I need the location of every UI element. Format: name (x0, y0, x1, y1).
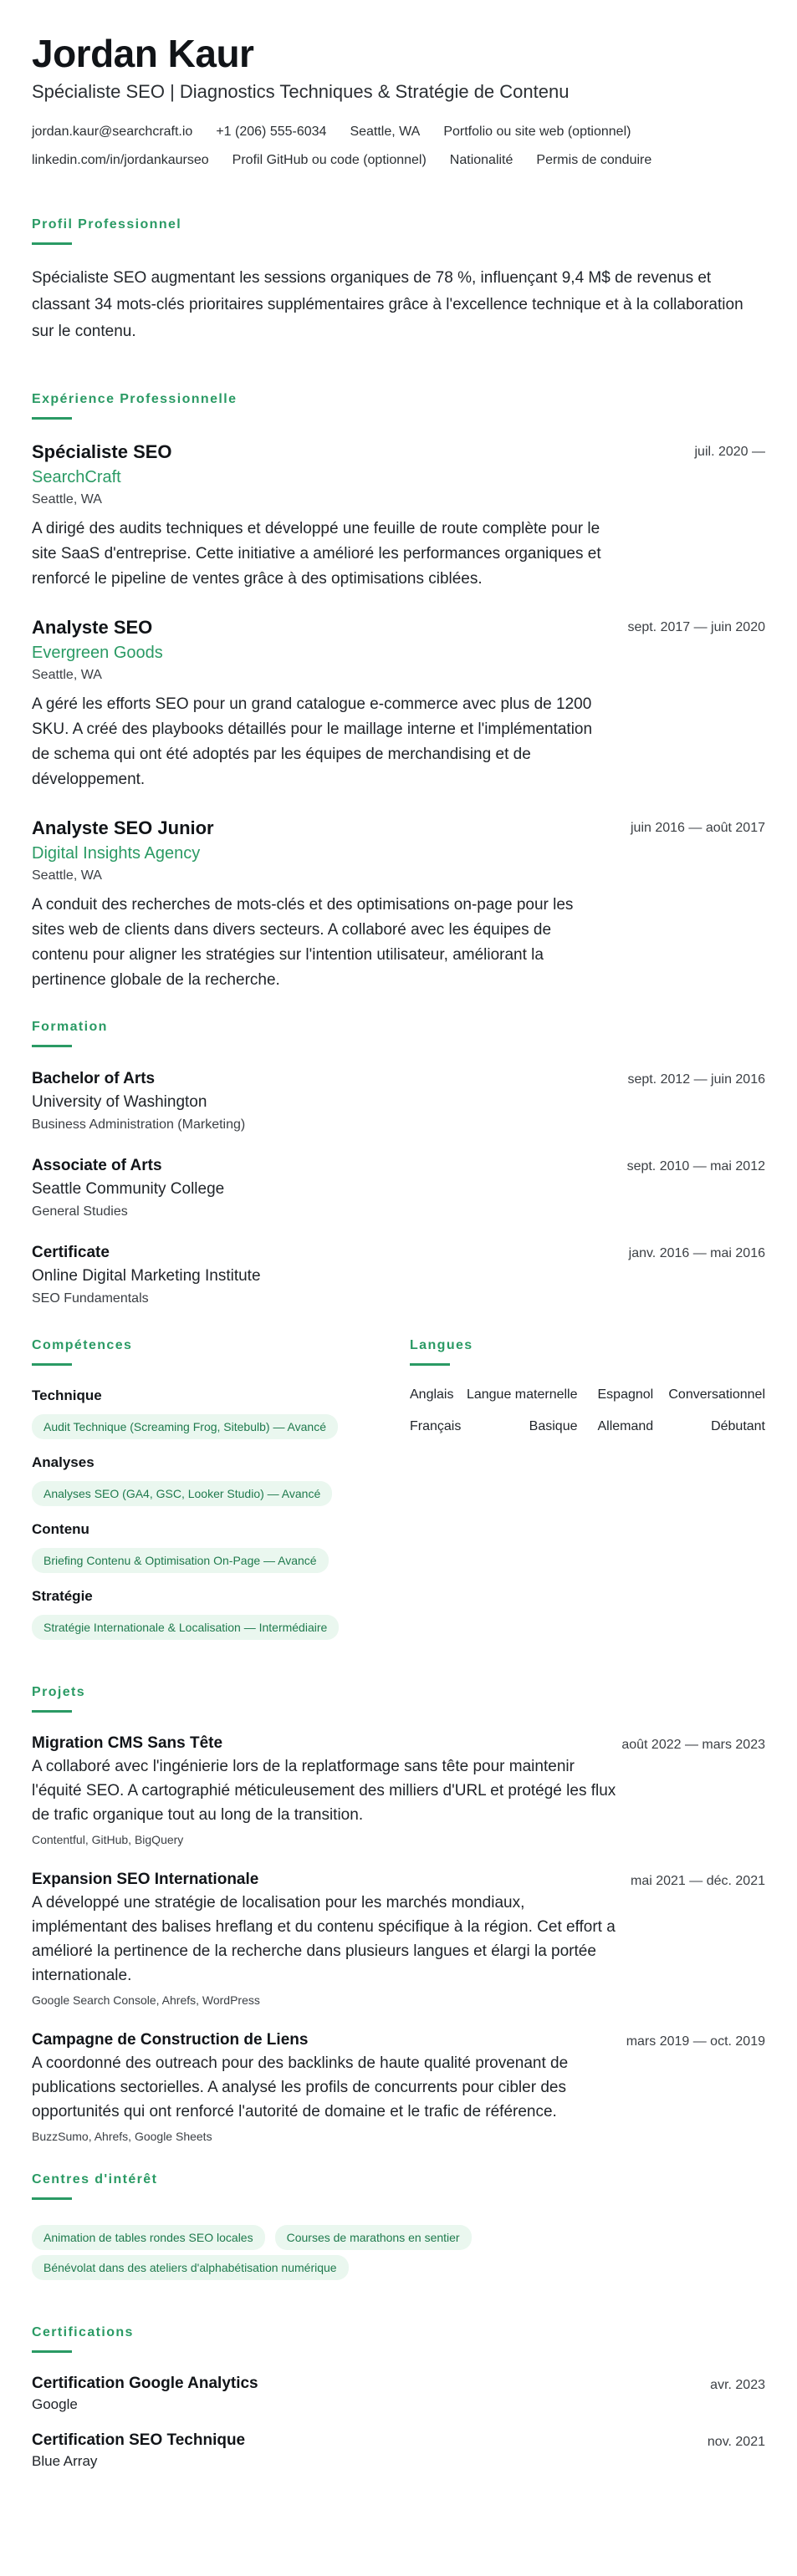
education-dates: sept. 2010 — mai 2012 (626, 1159, 765, 1173)
interest-chip: Bénévolat dans des ateliers d'alphabétisation numérique (32, 2255, 349, 2280)
certification-issuer: Blue Array (32, 2453, 98, 2469)
language-level: Basique (529, 1419, 578, 1433)
contact-phone[interactable]: +1 (206) 555-6034 (216, 125, 327, 139)
section-rule (32, 1710, 72, 1713)
project-entry (32, 2029, 765, 2146)
job-dates: juil. 2020 — (694, 445, 765, 459)
project-description: A développé une stratégie de localisation pour les marchés mondiaux, implémentant des balises hreflang et du contenu spécifique à la région. Cet effort a amélioré la pertinence de la recherche dans plusieurs langues et élargi la portée internationale. (32, 1894, 616, 1984)
job-company: SearchCraft (32, 468, 121, 486)
section-title: Profil Professionnel (32, 217, 182, 232)
language-level: Débutant (711, 1419, 765, 1433)
project-title: Campagne de Construction de Liens (32, 2031, 309, 2049)
education-field: Business Administration (Marketing) (32, 1117, 246, 1132)
section-rule (32, 1045, 72, 1047)
experience-section (32, 390, 765, 993)
job-title: Analyste SEO (32, 617, 153, 638)
project-title: Expansion SEO Internationale (32, 1871, 259, 1888)
language-item (598, 1418, 766, 1436)
certification-entry (32, 2430, 765, 2472)
skill-chip: Briefing Contenu & Optimisation On-Page — Avancé (32, 1548, 329, 1573)
section-title: Langues (410, 1338, 473, 1352)
education-section (32, 1018, 765, 1310)
job-company: Digital Insights Agency (32, 844, 201, 863)
language-name: Espagnol (597, 1387, 654, 1402)
project-description: A collaboré avec l'ingénierie lors de la replatformage sans tête pour maintenir l'équité SEO. A cartographié méticuleusement des milliers d'URL et protégé les flux de trafic organique tout au long de la transition. (32, 1758, 616, 1824)
project-technologies: Google Search Console, Ahrefs, WordPress (32, 1993, 260, 2007)
interest-chip: Courses de marathons en sentier (275, 2225, 472, 2250)
contact-portfolio[interactable]: Portfolio ou site web (optionnel) (443, 125, 631, 139)
education-degree: Bachelor of Arts (32, 1070, 156, 1087)
job-entry (32, 615, 765, 792)
project-entry (32, 1869, 765, 2009)
project-dates: mai 2021 — déc. 2021 (631, 1874, 765, 1888)
certification-name: Certification Google Analytics (32, 2375, 258, 2392)
section-title: Projets (32, 1685, 86, 1699)
section-rule (32, 2350, 72, 2353)
contact-location: Seattle, WA (350, 125, 421, 139)
section-rule (32, 2197, 72, 2200)
language-level: Langue maternelle (466, 1387, 578, 1402)
language-item (410, 1418, 578, 1436)
section-title: Centres d'intérêt (32, 2172, 158, 2187)
skill-category: Contenu (32, 1521, 89, 1537)
projects-section (32, 1683, 765, 2146)
education-degree: Certificate (32, 1244, 110, 1261)
language-item (598, 1386, 766, 1404)
certifications-section (32, 2324, 765, 2472)
job-dates: juin 2016 — août 2017 (630, 821, 765, 835)
skills-section (32, 1336, 391, 1640)
contact-nationality: Nationalité (449, 153, 513, 167)
job-entry (32, 440, 765, 592)
job-dates: sept. 2017 — juin 2020 (627, 620, 765, 634)
project-technologies: Contentful, GitHub, BigQuery (32, 1833, 184, 1846)
candidate-subtitle: Spécialiste SEO | Diagnostics Techniques & Stratégie de Contenu (32, 81, 570, 102)
project-description: A coordonné des outreach pour des backlinks de haute qualité provenant de publications sectorielles. A analysé les profils de concurrents pour cibler des opportunités qui ont renforcé l'autorité de domaine et le trafic de référence. (32, 2054, 569, 2120)
contact-linkedin[interactable]: linkedin.com/in/jordankaurseo (32, 153, 209, 167)
profile-summary: Spécialiste SEO augmentant les sessions organiques de 78 %, influençant 9,4 M$ de revenus et classant 34 mots-clés prioritaires supplémentaires grâce à l'excellence technique et à la collaboration sur le contenu. (32, 269, 743, 340)
project-dates: mars 2019 — oct. 2019 (626, 2034, 765, 2049)
language-item (410, 1386, 578, 1404)
interest-list (32, 2220, 617, 2280)
education-entry (32, 1241, 765, 1310)
project-dates: août 2022 — mars 2023 (621, 1738, 765, 1752)
education-entry (32, 1154, 765, 1223)
job-description: A géré les efforts SEO pour un grand catalogue e-commerce avec plus de 1200 SKU. A créé des playbooks détaillés pour le maillage interne et l'implémentation de schema qui ont été adoptés par les équipes de merchandising et de développement. (32, 695, 593, 788)
section-rule (32, 1363, 72, 1366)
language-name: Français (410, 1419, 462, 1433)
resume-header (32, 30, 765, 171)
skill-chip: Analyses SEO (GA4, GSC, Looker Studio) — Avancé (32, 1481, 332, 1506)
skills-languages-row (32, 1336, 765, 1640)
education-school: University of Washington (32, 1093, 207, 1111)
job-title: Spécialiste SEO (32, 441, 172, 462)
skill-category: Analyses (32, 1454, 95, 1470)
section-title: Compétences (32, 1338, 133, 1352)
languages-section (410, 1336, 765, 1640)
section-title: Expérience Professionnelle (32, 392, 238, 406)
education-dates: janv. 2016 — mai 2016 (628, 1246, 765, 1260)
education-entry (32, 1067, 765, 1136)
skill-chip: Audit Technique (Screaming Frog, Sitebulb) — Avancé (32, 1414, 338, 1439)
section-rule (32, 242, 72, 245)
job-location: Seattle, WA (32, 868, 102, 883)
education-school: Seattle Community College (32, 1180, 225, 1198)
language-level: Conversationnel (668, 1387, 765, 1402)
job-entry (32, 816, 765, 993)
language-name: Allemand (597, 1419, 654, 1433)
education-degree: Associate of Arts (32, 1157, 162, 1174)
contact-email[interactable]: jordan.kaur@searchcraft.io (32, 125, 193, 139)
language-name: Anglais (410, 1387, 454, 1402)
job-company: Evergreen Goods (32, 644, 163, 662)
job-description: A conduit des recherches de mots-clés et des optimisations on-page pour les sites web de clients dans divers secteurs. A collaboré avec les équipes de contenu pour aligner les stratégies sur l'intention utilisateur, améliorant la pertinence globale de la recherche. (32, 896, 574, 989)
education-dates: sept. 2012 — juin 2016 (627, 1072, 765, 1087)
profile-section (32, 216, 765, 345)
skill-chip: Stratégie Internationale & Localisation — Intermédiaire (32, 1615, 339, 1640)
certification-name: Certification SEO Technique (32, 2431, 246, 2449)
contact-list (32, 122, 765, 171)
contact-driving-license: Permis de conduire (536, 153, 652, 167)
certification-issuer: Google (32, 2396, 78, 2412)
skill-category: Stratégie (32, 1588, 93, 1604)
section-title: Formation (32, 1020, 108, 1034)
job-location: Seattle, WA (32, 668, 102, 682)
job-title: Analyste SEO Junior (32, 817, 214, 838)
education-school: Online Digital Marketing Institute (32, 1267, 261, 1285)
section-rule (410, 1363, 450, 1366)
project-technologies: BuzzSumo, Ahrefs, Google Sheets (32, 2130, 212, 2143)
project-title: Migration CMS Sans Tête (32, 1734, 223, 1752)
language-list (410, 1386, 765, 1436)
certification-date: avr. 2023 (710, 2378, 765, 2392)
certification-entry (32, 2373, 765, 2415)
candidate-name: Jordan Kaur (32, 32, 254, 75)
skill-category: Technique (32, 1387, 102, 1403)
contact-github[interactable]: Profil GitHub ou code (optionnel) (232, 153, 427, 167)
education-field: General Studies (32, 1204, 128, 1219)
project-entry (32, 1733, 765, 1849)
job-location: Seattle, WA (32, 492, 102, 507)
job-description: A dirigé des audits techniques et développé une feuille de route complète pour le site SaaS d'entreprise. Cette initiative a amélioré les performances organiques et renforcé le pipeline de ventes grâce à des optimisations ciblées. (32, 520, 601, 588)
section-rule (32, 417, 72, 420)
section-title: Certifications (32, 2325, 134, 2339)
interests-section (32, 2171, 765, 2280)
interest-chip: Animation de tables rondes SEO locales (32, 2225, 265, 2250)
education-field: SEO Fundamentals (32, 1291, 149, 1306)
certification-date: nov. 2021 (707, 2435, 765, 2449)
